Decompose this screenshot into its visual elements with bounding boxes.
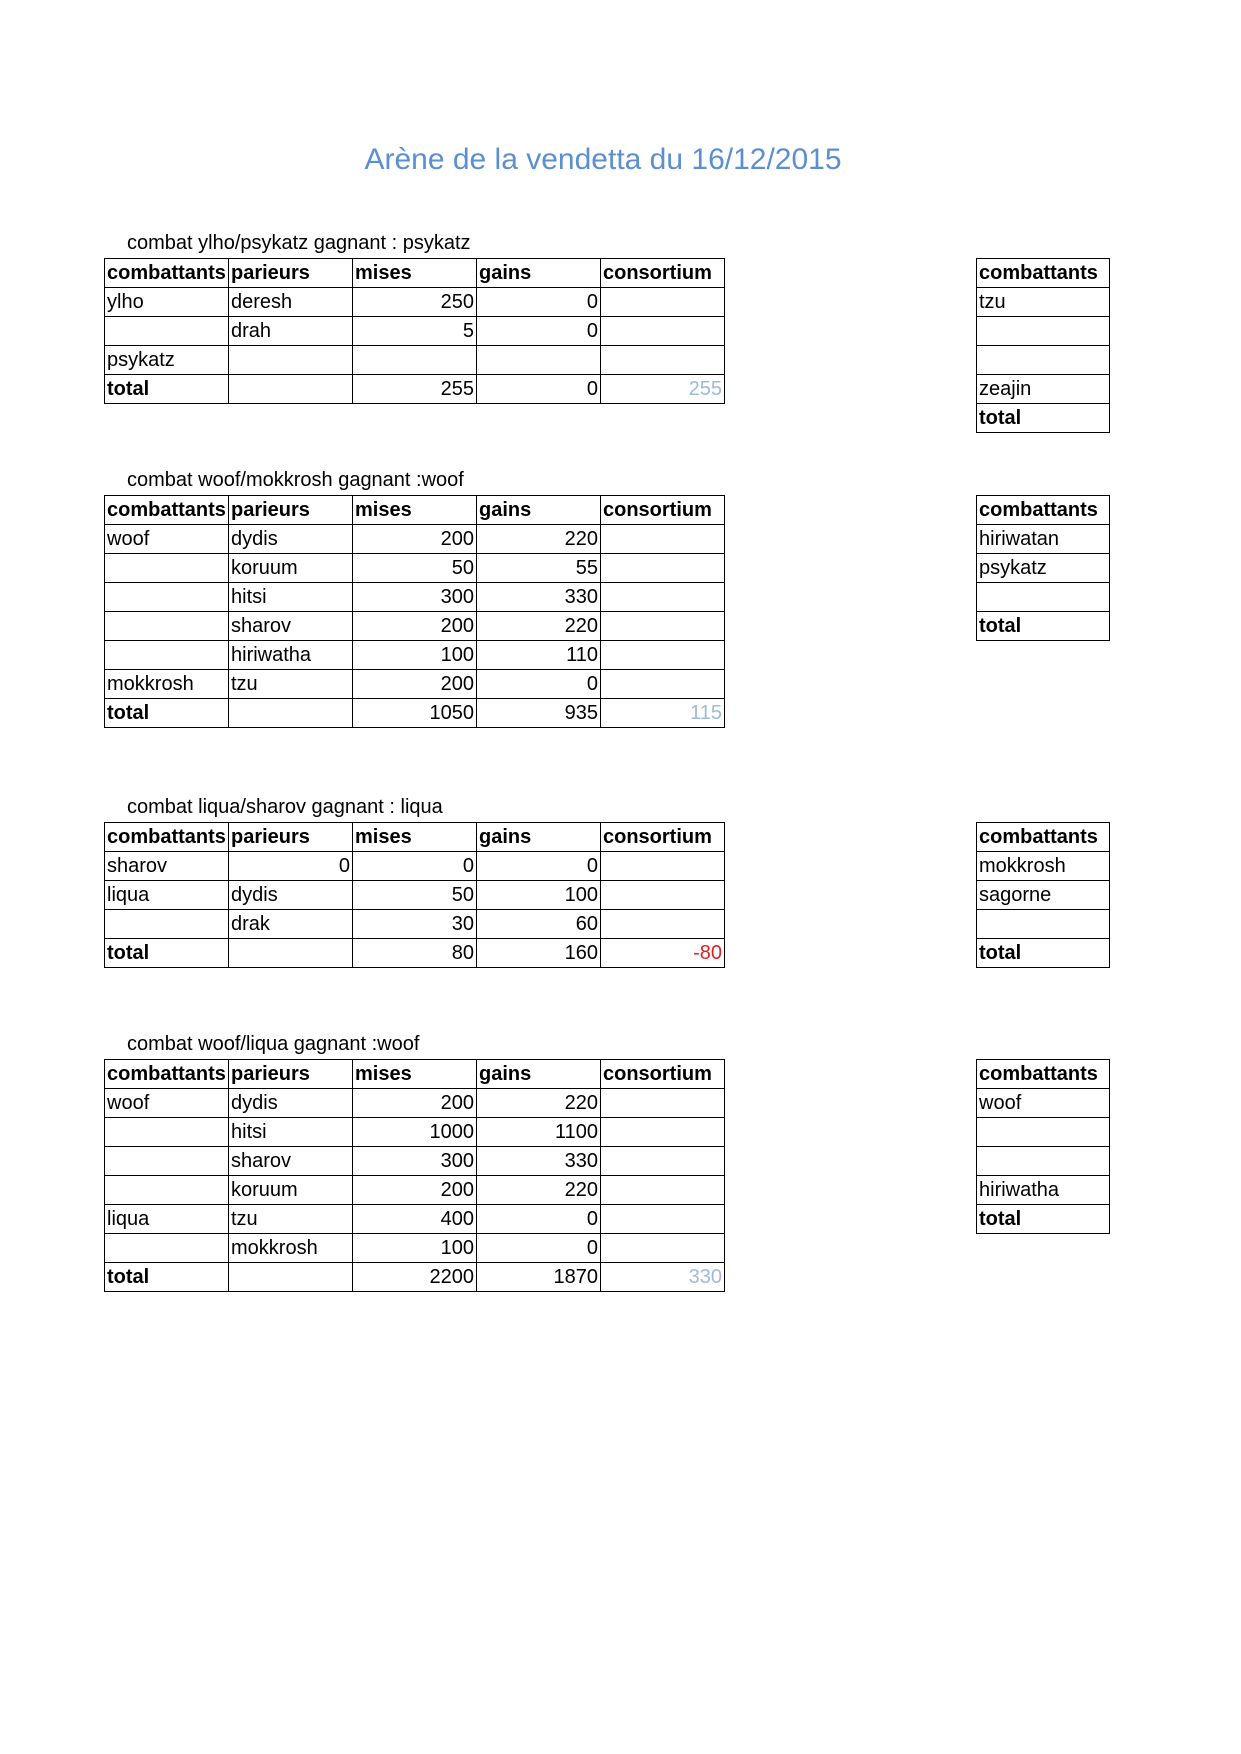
total-gains: 160 [477,939,601,968]
table-row [105,1176,725,1205]
column-header-mises: mises [353,1060,477,1089]
cell-mises: 300 [353,1147,477,1176]
cell-gains: 0 [477,1205,601,1234]
side-combattants-table-wrapper [976,1059,1110,1234]
column-header-gains: gains [477,496,601,525]
cell-gains: 330 [477,583,601,612]
cell-mises: 200 [353,1089,477,1118]
cell-combattant [977,346,1110,375]
table-row [977,852,1110,881]
cell-gains: 0 [477,852,601,881]
cell-consortium [601,525,725,554]
cell-combattants: sharov [105,852,229,881]
total-row [977,404,1110,433]
cell-parieurs: hitsi [229,1118,353,1147]
cell-gains: 110 [477,641,601,670]
cell-gains: 60 [477,910,601,939]
cell-combattants [105,554,229,583]
cell-gains: 330 [477,1147,601,1176]
combat-caption: combat liqua/sharov gagnant : liqua [127,796,443,818]
total-label: total [977,939,1110,968]
column-header-parieurs: parieurs [229,259,353,288]
table-row [105,288,725,317]
cell-consortium [601,554,725,583]
combat-table-wrapper [104,1059,725,1292]
cell-combattants: ylho [105,288,229,317]
column-header-combattants: combattants [105,823,229,852]
side-combattants-table [976,1059,1110,1234]
cell-parieurs [229,939,353,968]
table-row [105,1089,725,1118]
cell-parieurs: sharov [229,612,353,641]
cell-combattants [105,317,229,346]
total-row [977,1205,1110,1234]
table-row [977,1147,1110,1176]
cell-parieurs: tzu [229,1205,353,1234]
total-label: total [105,699,229,728]
combat-table-wrapper [104,822,725,968]
table-row [105,612,725,641]
table-row [977,583,1110,612]
cell-parieurs [229,346,353,375]
column-header-mises: mises [353,259,477,288]
cell-mises: 0 [353,852,477,881]
column-header-parieurs: parieurs [229,1060,353,1089]
cell-combattant: zeajin [977,375,1110,404]
cell-consortium [601,317,725,346]
cell-mises: 30 [353,910,477,939]
cell-gains: 220 [477,612,601,641]
cell-gains: 220 [477,525,601,554]
table-row [105,1147,725,1176]
cell-combattant: mokkrosh [977,852,1110,881]
side-combattants-table-wrapper [976,495,1110,641]
table-row [977,288,1110,317]
cell-combattants [105,1234,229,1263]
cell-parieurs: dydis [229,1089,353,1118]
combat-table [104,258,725,404]
cell-combattant: hiriwatan [977,525,1110,554]
table-header-row [977,823,1110,852]
total-row [105,375,725,404]
total-row [977,939,1110,968]
cell-combattant [977,910,1110,939]
cell-combattants: liqua [105,881,229,910]
cell-combattants: mokkrosh [105,670,229,699]
column-header-parieurs: parieurs [229,496,353,525]
cell-combattants [105,583,229,612]
column-header-mises: mises [353,823,477,852]
cell-gains: 220 [477,1176,601,1205]
cell-gains: 0 [477,317,601,346]
cell-consortium [601,910,725,939]
total-consortium: 330 [601,1263,725,1292]
cell-combattants: liqua [105,1205,229,1234]
cell-consortium [601,1205,725,1234]
cell-combattants: psykatz [105,346,229,375]
cell-parieurs: drak [229,910,353,939]
table-row [105,910,725,939]
table-row [105,670,725,699]
table-row [977,346,1110,375]
table-row [977,1089,1110,1118]
cell-parieurs: dydis [229,525,353,554]
column-header-mises: mises [353,496,477,525]
column-header-combattants: combattants [105,259,229,288]
side-combattants-table [976,495,1110,641]
cell-gains: 0 [477,288,601,317]
cell-mises: 300 [353,583,477,612]
column-header-gains: gains [477,823,601,852]
table-row [105,641,725,670]
cell-parieurs: drah [229,317,353,346]
cell-combattant: woof [977,1089,1110,1118]
column-header-combattants: combattants [977,259,1110,288]
cell-combattants [105,1176,229,1205]
table-row [105,1118,725,1147]
cell-consortium [601,346,725,375]
total-row [977,612,1110,641]
side-combattants-table [976,258,1110,433]
column-header-gains: gains [477,259,601,288]
table-header-row [105,1060,725,1089]
column-header-consortium: consortium [601,496,725,525]
cell-parieurs [229,1263,353,1292]
total-label: total [977,1205,1110,1234]
cell-parieurs: hitsi [229,583,353,612]
column-header-consortium: consortium [601,259,725,288]
cell-gains: 1100 [477,1118,601,1147]
table-row [105,1205,725,1234]
cell-combattant: tzu [977,288,1110,317]
table-row [977,1118,1110,1147]
cell-parieurs [229,375,353,404]
side-combattants-table-wrapper [976,258,1110,433]
column-header-consortium: consortium [601,823,725,852]
cell-mises: 200 [353,1176,477,1205]
table-row [105,1234,725,1263]
table-row [977,554,1110,583]
cell-consortium [601,641,725,670]
cell-mises: 200 [353,612,477,641]
total-gains: 1870 [477,1263,601,1292]
table-row [977,317,1110,346]
cell-parieurs [229,699,353,728]
table-header-row [105,823,725,852]
cell-combattants [105,612,229,641]
cell-combattant: psykatz [977,554,1110,583]
cell-parieurs: dydis [229,881,353,910]
combat-caption: combat ylho/psykatz gagnant : psykatz [127,232,471,254]
combat-table-wrapper [104,258,725,404]
total-row [105,1263,725,1292]
cell-parieurs: koruum [229,1176,353,1205]
total-label: total [105,1263,229,1292]
cell-mises: 1000 [353,1118,477,1147]
table-row [105,317,725,346]
table-header-row [105,496,725,525]
total-gains: 935 [477,699,601,728]
column-header-combattants: combattants [105,1060,229,1089]
table-header-row [977,259,1110,288]
table-row [105,881,725,910]
combat-table [104,1059,725,1292]
cell-parieurs: hiriwatha [229,641,353,670]
cell-mises: 50 [353,881,477,910]
cell-combattants: woof [105,525,229,554]
cell-mises: 100 [353,1234,477,1263]
cell-combattant [977,1147,1110,1176]
cell-consortium [601,852,725,881]
cell-parieurs: koruum [229,554,353,583]
total-consortium: 255 [601,375,725,404]
cell-combattant [977,583,1110,612]
combat-caption: combat woof/liqua gagnant :woof [127,1033,420,1055]
total-row [105,699,725,728]
total-mises: 80 [353,939,477,968]
total-mises: 1050 [353,699,477,728]
table-row [977,1176,1110,1205]
column-header-parieurs: parieurs [229,823,353,852]
cell-consortium [601,288,725,317]
cell-parieurs: 0 [229,852,353,881]
cell-gains [477,346,601,375]
cell-gains: 55 [477,554,601,583]
cell-consortium [601,1118,725,1147]
combat-table [104,822,725,968]
combat-table [104,495,725,728]
total-label: total [105,375,229,404]
table-row [105,346,725,375]
total-label: total [105,939,229,968]
cell-consortium [601,612,725,641]
cell-combattants [105,1147,229,1176]
combat-table-wrapper [104,495,725,728]
table-row [977,375,1110,404]
cell-mises: 400 [353,1205,477,1234]
cell-combattant [977,1118,1110,1147]
combat-caption: combat woof/mokkrosh gagnant :woof [127,469,464,491]
cell-consortium [601,670,725,699]
cell-parieurs: mokkrosh [229,1234,353,1263]
cell-mises: 5 [353,317,477,346]
cell-combattant [977,317,1110,346]
table-row [977,525,1110,554]
cell-consortium [601,881,725,910]
table-row [105,554,725,583]
cell-combattant: sagorne [977,881,1110,910]
cell-combattants: woof [105,1089,229,1118]
cell-consortium [601,583,725,612]
column-header-combattants: combattants [977,1060,1110,1089]
cell-gains: 100 [477,881,601,910]
table-header-row [977,496,1110,525]
table-header-row [105,259,725,288]
cell-mises [353,346,477,375]
table-row [977,881,1110,910]
cell-combattants [105,641,229,670]
cell-gains: 0 [477,1234,601,1263]
total-gains: 0 [477,375,601,404]
page-title: Arène de la vendetta du 16/12/2015 [364,143,842,176]
cell-consortium [601,1089,725,1118]
table-row [977,910,1110,939]
total-row [105,939,725,968]
cell-combattants [105,910,229,939]
total-label: total [977,404,1110,433]
column-header-combattants: combattants [977,496,1110,525]
total-mises: 2200 [353,1263,477,1292]
side-combattants-table [976,822,1110,968]
total-label: total [977,612,1110,641]
column-header-consortium: consortium [601,1060,725,1089]
table-row [105,583,725,612]
column-header-gains: gains [477,1060,601,1089]
total-mises: 255 [353,375,477,404]
cell-parieurs: sharov [229,1147,353,1176]
cell-combattants [105,1118,229,1147]
cell-parieurs: tzu [229,670,353,699]
cell-mises: 200 [353,670,477,699]
table-row [105,852,725,881]
column-header-combattants: combattants [977,823,1110,852]
cell-mises: 200 [353,525,477,554]
cell-consortium [601,1176,725,1205]
cell-gains: 0 [477,670,601,699]
cell-mises: 50 [353,554,477,583]
cell-mises: 100 [353,641,477,670]
cell-gains: 220 [477,1089,601,1118]
total-consortium: 115 [601,699,725,728]
table-header-row [977,1060,1110,1089]
side-combattants-table-wrapper [976,822,1110,968]
table-row [105,525,725,554]
cell-mises: 250 [353,288,477,317]
cell-parieurs: deresh [229,288,353,317]
cell-consortium [601,1234,725,1263]
total-consortium: -80 [601,939,725,968]
cell-consortium [601,1147,725,1176]
column-header-combattants: combattants [105,496,229,525]
cell-combattant: hiriwatha [977,1176,1110,1205]
